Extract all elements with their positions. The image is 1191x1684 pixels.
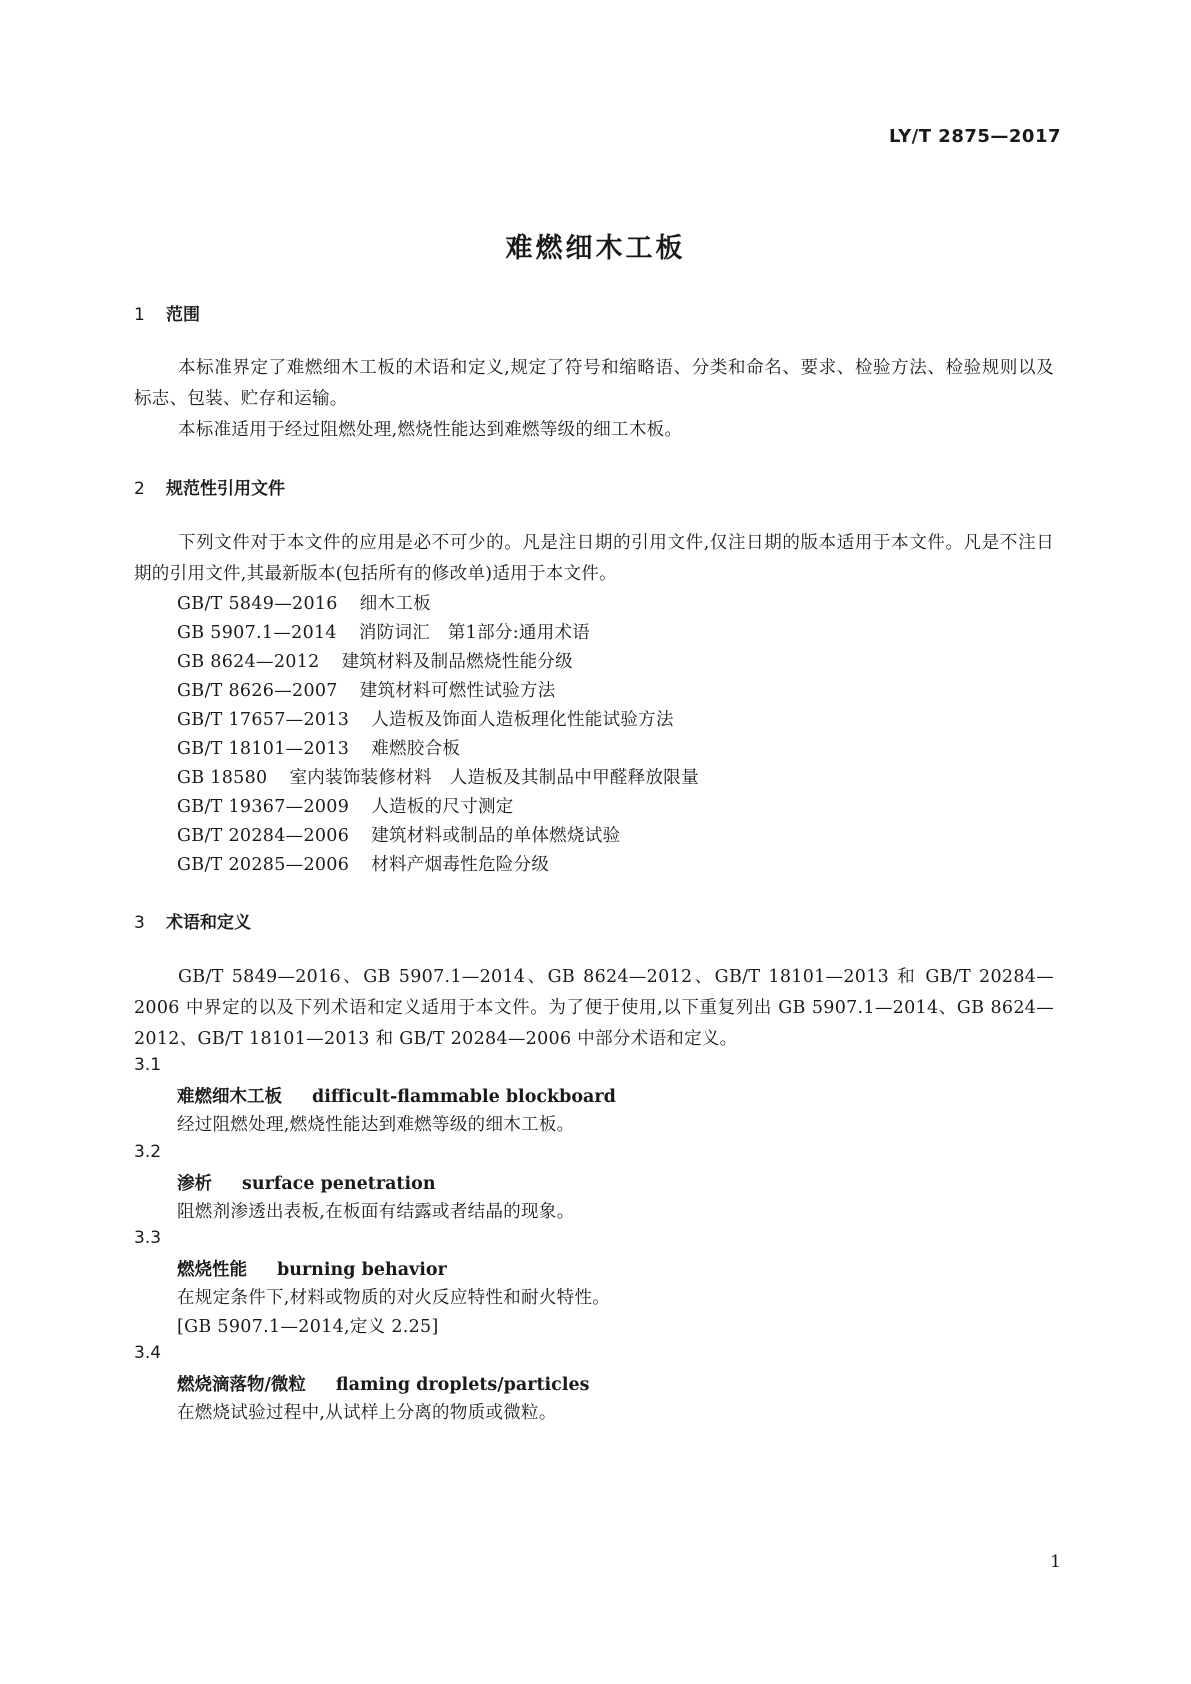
section-title: 范围 [166,305,200,325]
term-heading [177,1371,589,1396]
reference-item [177,590,431,615]
term-english: surface penetration [242,1174,436,1194]
reference-item [177,706,674,731]
standard-code: LY/T 2875—2017 [888,126,1061,147]
term-definition: 在规定条件下,材料或物质的对火反应特性和耐火特性。 [177,1288,611,1308]
reference-code: GB 8624—2012 [177,652,320,672]
section-number: 3 [134,913,145,933]
section-1-paragraph-2: 本标准适用于经过阻燃处理,燃烧性能达到难燃等级的细工木板。 [178,420,683,440]
section-number: 2 [134,479,145,499]
term-definition: 经过阻燃处理,燃烧性能达到难燃等级的细木工板。 [177,1115,575,1135]
term-english: burning behavior [277,1260,447,1280]
reference-code: GB/T 18101—2013 [177,739,350,759]
reference-code: GB 5907.1—2014 [177,623,337,643]
term-chinese: 难燃细木工板 [177,1087,282,1107]
term-heading [177,1256,447,1281]
term-english: difficult-flammable blockboard [312,1087,616,1107]
reference-code: GB/T 8626—2007 [177,681,338,701]
reference-item [177,793,514,818]
reference-title: 材料产烟毒性危险分级 [371,855,550,875]
reference-title: 细木工板 [359,594,431,614]
document-title: 难燃细木工板 [505,233,686,264]
section-1-heading [134,300,200,325]
section-2-paragraph-1: 下列文件对于本文件的应用是必不可少的。凡是注日期的引用文件,仅注日期的版本适用于本文件。凡是不注日期的引用文件,其最新版本(包括所有的修改单)适用于本文件。 [134,533,1054,584]
reference-code: GB/T 19367—2009 [177,797,350,817]
term-source: [GB 5907.1—2014,定义 2.25] [177,1317,439,1337]
reference-item [177,764,699,789]
reference-title: 人造板的尺寸测定 [371,797,514,817]
page-number: 1 [1050,1552,1061,1572]
term-chinese: 燃烧性能 [177,1260,247,1280]
reference-item [177,822,620,847]
term-heading [177,1083,616,1108]
section-title: 规范性引用文件 [166,479,285,499]
reference-item [177,851,549,876]
reference-code: GB 18580 [177,768,268,788]
reference-item [177,735,460,760]
section-title: 术语和定义 [166,913,251,933]
term-number: 3.4 [134,1343,162,1363]
section-3-paragraph-1: GB/T 5849—2016、GB 5907.1—2014、GB 8624—2012、GB/T 18101—2013 和 GB/T 20284—2006 中界定的以及下列术语和定义适用于本文件。为了便于使用,以下重复列出 GB 5907.1—2014、GB 8624—2012、GB/T 18101—2013 和 GB/T 20284—2006 中部分术语和定义。 [134,967,1054,1049]
term-chinese: 渗析 [177,1174,212,1194]
reference-code: GB/T 17657—2013 [177,710,350,730]
reference-item [177,619,590,644]
reference-title: 建筑材料可燃性试验方法 [359,681,556,701]
reference-item [177,648,573,673]
term-number: 3.3 [134,1228,162,1248]
term-english: flaming droplets/particles [335,1375,590,1395]
reference-code: GB/T 20285—2006 [177,855,350,875]
term-number: 3.1 [134,1055,162,1075]
section-3-heading [134,908,251,933]
reference-title: 室内装饰装修材料 人造板及其制品中甲醛释放限量 [289,768,699,788]
reference-title: 难燃胶合板 [371,739,461,759]
reference-title: 建筑材料及制品燃烧性能分级 [341,652,573,672]
term-definition: 在燃烧试验过程中,从试样上分离的物质或微粒。 [177,1403,557,1423]
reference-item [177,677,556,702]
term-heading [177,1170,436,1195]
section-number: 1 [134,305,145,325]
term-definition: 阻燃剂渗透出表板,在板面有结露或者结晶的现象。 [177,1202,575,1222]
section-2-heading [134,474,285,499]
reference-title: 建筑材料或制品的单体燃烧试验 [371,826,621,846]
reference-code: GB/T 5849—2016 [177,594,338,614]
reference-title: 消防词汇 第1部分:通用术语 [358,623,591,643]
section-1-paragraph-1: 本标准界定了难燃细木工板的术语和定义,规定了符号和缩略语、分类和命名、要求、检验方法、检验规则以及标志、包装、贮存和运输。 [134,358,1054,409]
reference-title: 人造板及饰面人造板理化性能试验方法 [371,710,674,730]
reference-code: GB/T 20284—2006 [177,826,350,846]
term-number: 3.2 [134,1142,162,1162]
term-chinese: 燃烧滴落物/微粒 [177,1375,306,1395]
